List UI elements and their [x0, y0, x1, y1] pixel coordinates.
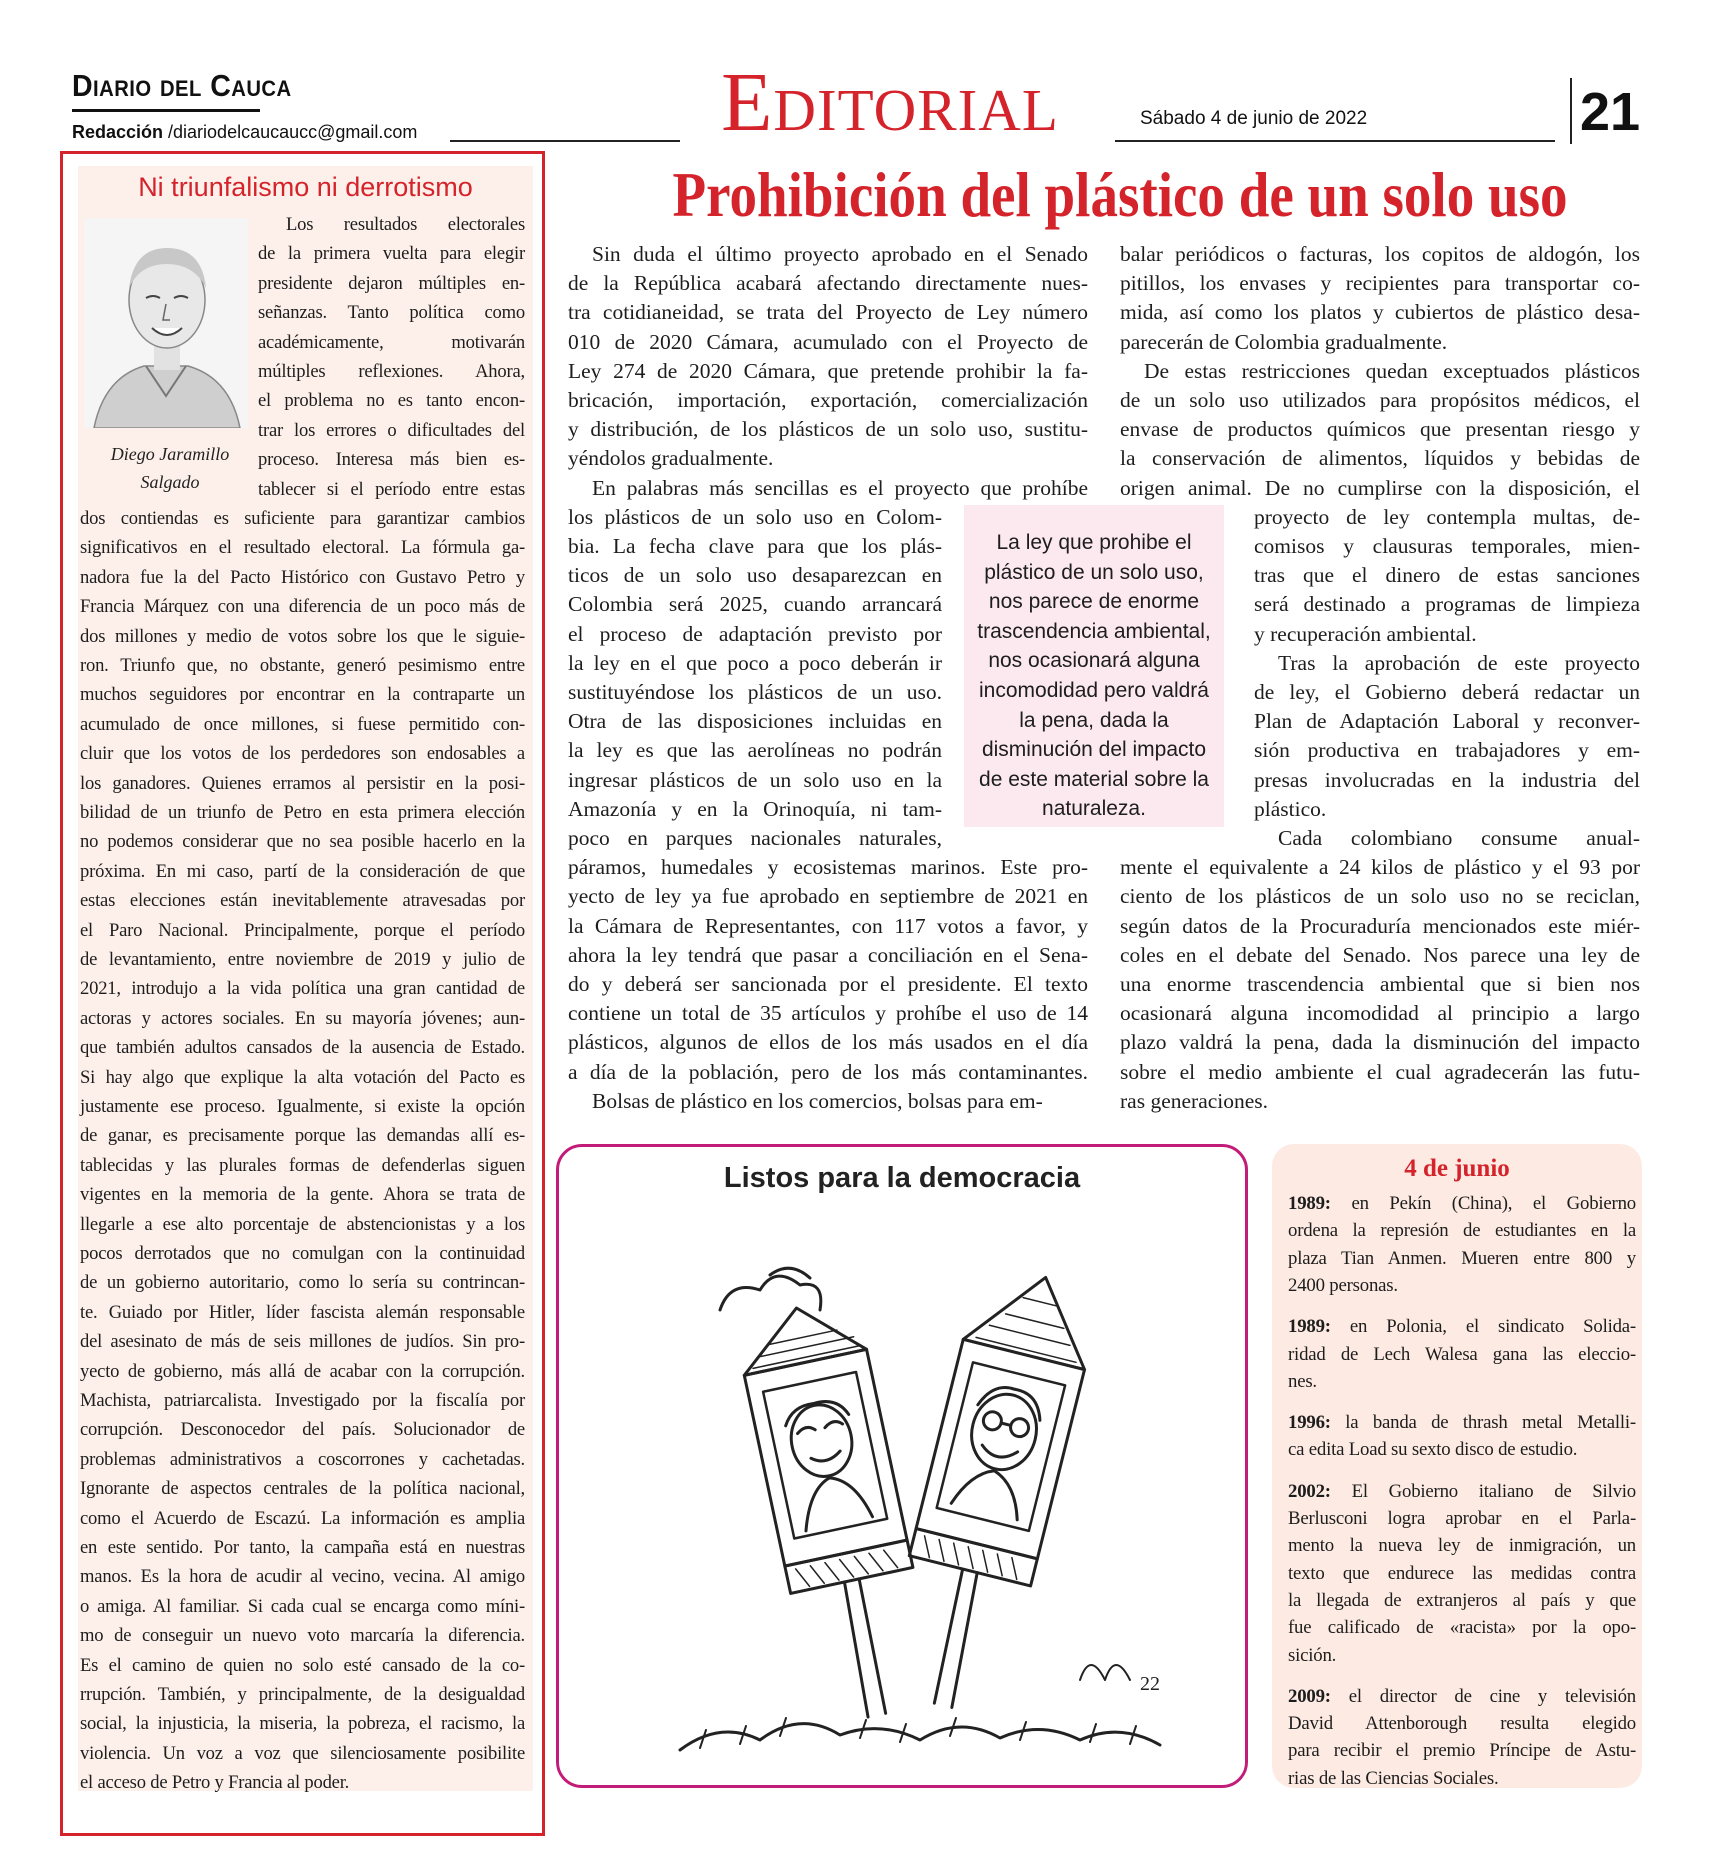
ephemeris-year: 1989:: [1288, 1193, 1331, 1214]
editorial-text-line: Bolsas de plástico en los comercios, bolsas para em-: [592, 1088, 1043, 1113]
column-text-line: múltiples reflexiones. Ahora,: [258, 361, 525, 382]
column-text-line: no podemos considerar que no sea posible hacerlo en la: [80, 831, 525, 853]
editorial-text-line: contiene un total de 35 artículos y prohíbe el uso de 14: [568, 1001, 1088, 1026]
column-text-line: manos. Es la hora de acudir al vecino, vecina. Al amigo: [80, 1566, 525, 1588]
column-text-line: de ganar, es precisamente porque las demandas allí es-: [80, 1125, 525, 1147]
editorial-text-line: poco en parques nacionales naturales,: [568, 826, 942, 850]
redaccion-line: [72, 122, 417, 143]
editorial-text-line: Tras la aprobación de este proyecto: [1278, 650, 1640, 675]
column-text-line: de la primera vuelta para elegir: [258, 243, 525, 265]
column-text-line: estas elecciones están inevitablemente atravesadas por: [80, 890, 525, 912]
column-text-line: mo de conseguir un nuevo voto marcaría la diferencia.: [80, 1625, 525, 1647]
ephemeris-line: [1288, 1409, 1636, 1436]
column-text-line: muchos seguidores por encontrar en la contraparte un: [80, 684, 525, 706]
column-text-line: justamente ese proceso. Igualmente, si existe la opción: [80, 1096, 525, 1117]
editorial-text-line: de la República acabará afectando directamente nues-: [568, 271, 1088, 296]
brand-underline: [72, 109, 260, 112]
editorial-text-line: presas involucradas en la industria del: [1254, 767, 1640, 792]
column-text-line: proceso. Interesa más bien es-: [258, 449, 525, 471]
cartoon-signature: 22: [1140, 1673, 1160, 1695]
column-text-line: Los resultados electorales: [286, 214, 525, 235]
editorial-text-line: plazo valdrá la pena, dada la disminución del impacto: [1120, 1030, 1640, 1055]
ephemeris-line: [1288, 1683, 1636, 1710]
column-text-line: cluir que los votos de los perdedores son endosables a: [80, 743, 525, 765]
editorial-text-line: plástico.: [1254, 796, 1327, 821]
redaccion-label: Redacción: [72, 122, 164, 142]
editorial-text-line: el proceso de adaptación previsto por: [568, 621, 942, 646]
column-text-line: dos contiendas es suficiente para garantizar cambios: [80, 508, 525, 529]
editorial-text-line: la ley en el que poco a poco deberán ir: [568, 650, 942, 675]
column-text-line: el Paro Nacional. Principalmente, porque el período: [80, 919, 525, 941]
header-divider: [1570, 78, 1572, 144]
editorial-text-line: será destinado a programas de limpieza: [1254, 592, 1640, 617]
column-text-line: tablecidas y las plurales formas de defenderlas siguen: [80, 1154, 525, 1176]
column-text-line: o amiga. Al familiar. Si cada cual se encarga como míni-: [80, 1595, 525, 1617]
column-text-line: acumulado de once millones, si fuese permitido con-: [80, 713, 525, 735]
column-text-line: académicamente, motivarán: [258, 331, 525, 353]
ephemeris-line: David Attenborough resulta elegido: [1288, 1713, 1636, 1735]
editorial-text-line: yecto de ley ya fue aprobado en septiembre de 2021 en: [568, 884, 1088, 909]
column-text-line: ron. Triunfo que, no obstante, generó pesimismo entre: [80, 655, 525, 676]
editorial-text-line: En palabras más sencillas es el proyecto que prohíbe: [592, 475, 1088, 500]
column-text-line: llegarle a ese alto porcentaje de abstencionistas y a los: [80, 1213, 525, 1235]
editorial-text-line: Colombia será 2025, cuando arrancará: [568, 592, 942, 617]
editorial-text-line: proyecto de ley contempla multas, de-: [1254, 504, 1640, 529]
ephemeris-line: [1288, 1478, 1636, 1505]
redaccion-email[interactable]: /diariodelcaucaucc@gmail.com: [163, 122, 418, 142]
column-text-line: social, la injusticia, la miseria, la pobreza, el racismo, la: [80, 1713, 525, 1735]
ephemeris-line: sición.: [1288, 1644, 1337, 1666]
editorial-text-line: envase de productos químicos que presentan riesgo y: [1120, 417, 1640, 442]
ephemeris-line: texto que endurece las medidas contra: [1288, 1562, 1636, 1584]
section-title: Editorial: [721, 56, 1059, 149]
editorial-text-line: yéndolos gradualmente.: [568, 446, 774, 471]
editorial-text-line: Otra de las disposiciones incluidas en: [568, 709, 942, 734]
column-text-line: rrupción. También, y principalmente, de la desigualdad: [80, 1684, 525, 1705]
ephemeris-line: plaza Tian Anmen. Mueren entre 800 y: [1288, 1247, 1636, 1269]
editorial-text-line: la conservación de alimentos, líquidos y bebidas de: [1120, 446, 1640, 471]
ephemeris-year: 2009:: [1288, 1685, 1331, 1707]
ephemeris-year: 1996:: [1288, 1412, 1331, 1434]
ephemeris-line: [1288, 1190, 1636, 1217]
cartoon-title: Listos para la democracia: [723, 1162, 1081, 1194]
editorial-text-line: Amazonía y en la Orinoquía, ni tam-: [568, 796, 942, 821]
column-text-line: el problema no es tanto encon-: [258, 390, 525, 412]
column-text-line: trar los errores o dificultades del: [258, 419, 525, 441]
column-text-line: los ganadores. Quienes erramos al persistir en la posi-: [80, 772, 525, 794]
ephemeris-line: Berlusconi logra aprobar en el Parla-: [1288, 1508, 1636, 1529]
column-text-line: bilidad de un triunfo de Petro en esta primera elección: [80, 802, 525, 823]
column-text-line: violencia. Un voz a voz que silenciosamente posibilite: [80, 1742, 525, 1764]
column-text-line: dos millones y medio de votos sobre los que le siguie-: [80, 625, 525, 647]
opinion-column-title: Ni triunfalismo ni derrotismo: [138, 172, 473, 202]
editorial-text-line: plásticos, algunos de ellos de los más usados en el día: [568, 1030, 1088, 1055]
editorial-text-line: tras que el dinero de estas sanciones: [1254, 563, 1640, 588]
editorial-text-line: páramos, humedales y ecosistemas marinos. Este pro-: [568, 855, 1088, 880]
ephemeris-line: la llegada de extranjeros al país y que: [1288, 1589, 1636, 1611]
ephemeris-line: rias de las Ciencias Sociales.: [1288, 1767, 1499, 1789]
column-text-line: en este sentido. Por tanto, la campaña está en nuestras: [80, 1537, 525, 1558]
column-text-line: 2021, introdujo a la vida política una gran cantidad de: [80, 978, 525, 1000]
editorial-text-line: mente el equivalente a 24 kilos de plástico y el 93 por: [1120, 855, 1640, 880]
column-text-line: nadora fue la del Pacto Histórico con Gustavo Petro y: [80, 566, 525, 588]
ephemeris-line: ordena la represión de estudiantes en la: [1288, 1220, 1636, 1242]
author-name: [80, 440, 260, 496]
editorial-text-line: sión productiva en trabajadores y em-: [1254, 738, 1640, 763]
column-text-line: Ignorante de aspectos centrales de la política nacional,: [80, 1478, 525, 1500]
column-text-line: de levantamiento, entre noviembre de 2019 y julio de: [80, 949, 525, 970]
editorial-text-line: ahora la ley tendrá que pasar a conciliación en el Sena-: [568, 942, 1088, 967]
column-text-line: actoras y actores sociales. En su mayoría jóvenes; aun-: [80, 1007, 525, 1029]
column-text-line: Francia Márquez con una diferencia de un poco más de: [80, 596, 525, 618]
column-text-line: el acceso de Petro y Francia al poder.: [80, 1772, 350, 1794]
ephemeris-text: El Gobierno italiano de Silvio: [1330, 1480, 1636, 1502]
editorial-text-line: ingresar plásticos de un solo uso en la: [568, 767, 942, 792]
editorial-text-line: mida, así como los platos y cubiertos de plástico desa-: [1120, 300, 1640, 325]
page-number: 21: [1580, 82, 1641, 142]
editorial-text-line: ciento de los plásticos de un solo uso no se reciclan,: [1120, 884, 1640, 909]
column-text-line: significativos en el resultado electoral. La fórmula ga-: [80, 537, 525, 559]
ephemeris-line: para recibir el premio Príncipe de Astu-: [1288, 1740, 1636, 1762]
cartoon-drawing: [660, 1250, 1180, 1770]
editorial-text-line: y distribución, de los plásticos de un solo uso, sustitu-: [568, 417, 1088, 442]
ephemeris-year: 1989:: [1288, 1316, 1331, 1338]
ephemeris-line: nes.: [1288, 1370, 1317, 1392]
editorial-text-line: Plan de Adaptación Laboral y reconver-: [1254, 709, 1640, 734]
ephemeris-text: en Polonia, el sindicato Solida-: [1330, 1316, 1636, 1338]
editorial-text-line: la ley es que las aerolíneas no podrán: [568, 738, 942, 763]
pullquote-text: La ley que prohibe el plástico de un solo uso, nos parece de enorme trascendencia ambiental, nos ocasionará alguna incomodidad pero valdrá la pena, dada la disminución del impacto de este material sobre la naturaleza.: [977, 531, 1211, 821]
ephemeris-line: ridad de Lech Walesa gana las eleccio-: [1288, 1343, 1636, 1365]
column-text-line: que también adultos cansados de la ausencia de Estado.: [80, 1037, 525, 1059]
editorial-text-line: de ley, el Gobierno deberá redactar un: [1254, 680, 1640, 704]
editorial-text-line: y recuperación ambiental.: [1254, 621, 1477, 646]
editorial-text-line: 010 de 2020 Cámara, acumulado con el Proyecto de: [568, 329, 1088, 354]
column-text-line: como el Acuerdo de Escazú. La información es amplia: [80, 1507, 525, 1529]
column-text-line: Si hay algo que explique la alta votación del Pacto es: [80, 1066, 525, 1088]
editorial-text-line: a día de la población, pero de los más contaminantes.: [568, 1059, 1088, 1084]
author-photo: [84, 218, 248, 428]
editorial-text-line: una enorme trascendencia ambiental que si bien nos: [1120, 972, 1640, 996]
editorial-text-line: los plásticos de un solo uso en Colom-: [568, 504, 942, 529]
issue-date: Sábado 4 de junio de 2022: [1140, 108, 1368, 129]
ephemeris-text: el director de cine y televisión: [1330, 1685, 1636, 1707]
header-rule-left: [450, 140, 680, 142]
editorial-text-line: ticos de un solo uso desaparezcan en: [568, 563, 942, 588]
ephemeris-title: 4 de junio: [1404, 1155, 1510, 1182]
editorial-text-line: Sin duda el último proyecto aprobado en el Senado: [592, 242, 1088, 266]
author-name-line2: Salgado: [140, 472, 200, 492]
editorial-headline: Prohibición del plástico de un solo uso: [672, 159, 1568, 230]
ephemeris-line: mento la nueva ley de inmigración, un: [1288, 1535, 1636, 1557]
editorial-text-line: sobre el medio ambiente el cual agradecerán las futu-: [1120, 1059, 1640, 1084]
editorial-text-line: sustituyéndose los plásticos de un uso.: [568, 680, 942, 704]
editorial-text-line: Cada colombiano consume anual-: [1278, 826, 1640, 850]
ephemeris-line: ca edita Load su sexto disco de estudio.: [1288, 1439, 1578, 1461]
column-text-line: Es el camino de quien no solo esté cansado de la co-: [80, 1654, 525, 1676]
header-rule-right: [1115, 140, 1555, 142]
editorial-text-line: De estas restricciones quedan exceptuados plásticos: [1144, 358, 1640, 383]
editorial-text-line: balar periódicos o facturas, los copitos de aldogón, los: [1120, 242, 1640, 266]
ephemeris-line: [1288, 1313, 1636, 1340]
column-text-line: corrupción. Desconocedor del país. Solucionador de: [80, 1419, 525, 1441]
editorial-text-line: ocasionará alguna incomodidad al principio a largo: [1120, 1001, 1640, 1026]
editorial-text-line: do y deberá ser sancionada por el presidente. El texto: [568, 972, 1088, 996]
author-name-line1: Diego Jaramillo: [110, 444, 230, 464]
ephemeris-year: 2002:: [1288, 1480, 1331, 1502]
column-text-line: te. Guiado por Hitler, líder fascista alemán responsable: [80, 1301, 525, 1323]
editorial-text-line: tra cotidianeidad, se trata del Proyecto de Ley número: [568, 300, 1088, 325]
editorial-text-line: ras generaciones.: [1120, 1088, 1269, 1113]
author-portrait-icon: [84, 218, 248, 428]
editorial-text-line: parecerán de Colombia gradualmente.: [1120, 329, 1448, 354]
editorial-text-line: bia. La fecha clave para que los plás-: [568, 534, 942, 558]
editorial-text-line: origen animal. De no cumplirse con la disposición, el: [1120, 475, 1640, 500]
column-text-line: vigentes en la memoria de la gente. Ahora se trata de: [80, 1184, 525, 1206]
editorial-text-line: Ley 274 de 2020 Cámara, que pretende prohibir la fa-: [568, 358, 1088, 383]
column-text-line: del asesinato de más de seis millones de judíos. Sin pro-: [80, 1331, 525, 1353]
column-text-line: señanzas. Tanto política como: [258, 302, 525, 324]
column-text-line: próxima. En mi caso, partí de la consideración de que: [80, 860, 525, 882]
column-text-line: pocos derrotados que no comulgan con la continuidad: [80, 1243, 525, 1264]
column-text-line: Machista, patriarcalista. Investigado por la fiscalía por: [80, 1390, 525, 1411]
column-text-line: de un gobierno autoritario, como lo sería su contrincan-: [80, 1272, 525, 1294]
column-text-line: yecto de gobierno, más allá de acabar con la corrupción.: [80, 1360, 525, 1382]
column-text-line: tablecer si el período entre estas: [258, 478, 525, 500]
ephemeris-text: la banda de thrash metal Metalli-: [1330, 1412, 1636, 1434]
editorial-text-line: según datos de la Procuraduría mencionados este miér-: [1120, 913, 1640, 938]
editorial-text-line: bricación, importación, exportación, comercialización: [568, 388, 1088, 412]
editorial-text-line: de un solo uso utilizados para propósitos médicos, el: [1120, 388, 1640, 412]
column-text-line: problemas administrativos a coscorrones y cachetadas.: [80, 1448, 525, 1470]
editorial-text-line: coles en el debate del Senado. Nos parece una ley de: [1120, 942, 1640, 967]
ephemeris-line: 2400 personas.: [1288, 1274, 1398, 1296]
column-text-line: presidente dejaron múltiples en-: [258, 272, 525, 294]
ephemeris-text: en Pekín (China), el Gobierno: [1330, 1193, 1636, 1214]
newspaper-brand: Diario del Cauca: [72, 68, 292, 103]
editorial-text-line: comisos y clausuras temporales, mien-: [1254, 534, 1640, 558]
ephemeris-line: fue calificado de «racista» por la opo-: [1288, 1617, 1636, 1639]
editorial-text-line: la Cámara de Representantes, con 117 votos a favor, y: [568, 913, 1088, 938]
editorial-text-line: pitillos, los envases y recipientes para transportar co-: [1120, 271, 1640, 296]
